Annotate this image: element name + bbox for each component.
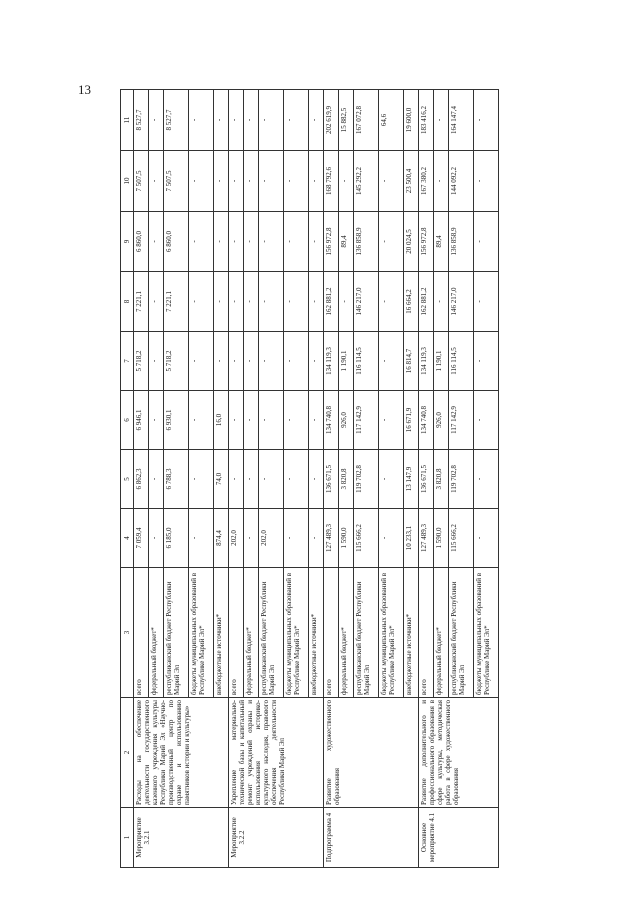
amount-cell: 19 600,0: [404, 90, 419, 151]
amount-cell: -: [214, 272, 229, 332]
amount-cell: 136 858,9: [354, 212, 379, 272]
amount-cell: -: [474, 90, 499, 151]
amount-cell: 7 221,1: [164, 272, 189, 332]
amount-cell: -: [229, 391, 244, 450]
rotated-table-wrapper: [120, 90, 594, 868]
funding-source: республиканский бюджет Республики Марий Эл: [449, 568, 474, 698]
amount-cell: -: [229, 450, 244, 509]
amount-cell: -: [284, 450, 309, 509]
amount-cell: 136 671,5: [324, 450, 339, 509]
column-header: 11: [121, 90, 134, 151]
amount-cell: 1 590,0: [339, 509, 354, 568]
budget-table: [120, 89, 499, 868]
amount-cell: 7 221,1: [134, 272, 149, 332]
amount-cell: -: [309, 212, 324, 272]
funding-source: федеральный бюджет*: [149, 568, 164, 698]
amount-cell: 6 860,0: [164, 212, 189, 272]
funding-source: федеральный бюджет*: [339, 568, 354, 698]
amount-cell: 6 862,3: [134, 450, 149, 509]
amount-cell: 926,0: [339, 391, 354, 450]
amount-cell: 1 190,1: [339, 332, 354, 391]
program-name: Укрепление материально-технической базы и капитальный ремонт учреждений охраны и использования историко-культурного наследия, правового обеспечения деятельности Республики Марий Эл: [229, 698, 324, 808]
amount-cell: -: [244, 450, 259, 509]
amount-cell: -: [214, 151, 229, 212]
column-header: 7: [121, 332, 134, 391]
program-name: Развитие дополнительного и профессионального образования в сфере культуры, методическая работа в сфере художественного образования: [419, 698, 499, 808]
amount-cell: -: [214, 212, 229, 272]
amount-cell: 164 147,4: [449, 90, 474, 151]
amount-cell: 6 946,1: [134, 391, 149, 450]
amount-cell: 136 671,5: [419, 450, 434, 509]
funding-source: федеральный бюджет*: [244, 568, 259, 698]
amount-cell: 15 882,5: [339, 90, 354, 151]
amount-cell: 167 380,2: [419, 151, 434, 212]
column-header: 8: [121, 272, 134, 332]
funding-source: республиканский бюджет Республики Марий Эл: [164, 568, 189, 698]
amount-cell: -: [284, 90, 309, 151]
amount-cell: 127 489,3: [419, 509, 434, 568]
table-row: [324, 90, 339, 868]
column-header: 2: [121, 698, 134, 808]
amount-cell: 146 217,0: [354, 272, 379, 332]
amount-cell: -: [434, 151, 449, 212]
table-row: [419, 90, 434, 868]
amount-cell: -: [149, 212, 164, 272]
amount-cell: -: [284, 212, 309, 272]
column-header: 6: [121, 391, 134, 450]
amount-cell: -: [189, 151, 214, 212]
amount-cell: -: [309, 151, 324, 212]
amount-cell: -: [189, 391, 214, 450]
amount-cell: -: [229, 151, 244, 212]
column-header: 1: [121, 808, 134, 868]
amount-cell: 20 024,5: [404, 212, 419, 272]
amount-cell: -: [229, 332, 244, 391]
amount-cell: -: [379, 332, 404, 391]
amount-cell: 5 718,2: [134, 332, 149, 391]
column-header: 4: [121, 509, 134, 568]
amount-cell: 3 820,8: [434, 450, 449, 509]
amount-cell: 127 489,3: [324, 509, 339, 568]
program-name: Развитие художественного образования: [324, 698, 419, 808]
amount-cell: -: [309, 272, 324, 332]
amount-cell: -: [474, 212, 499, 272]
amount-cell: 3 820,8: [339, 450, 354, 509]
amount-cell: 156 972,8: [419, 212, 434, 272]
amount-cell: -: [379, 391, 404, 450]
amount-cell: 1 590,0: [434, 509, 449, 568]
amount-cell: 1 190,1: [434, 332, 449, 391]
amount-cell: -: [189, 509, 214, 568]
amount-cell: 8 527,7: [164, 90, 189, 151]
amount-cell: -: [309, 391, 324, 450]
program-code: Подпрограмма 4: [324, 808, 419, 868]
amount-cell: 926,0: [434, 391, 449, 450]
amount-cell: -: [244, 509, 259, 568]
amount-cell: -: [149, 332, 164, 391]
amount-cell: -: [379, 151, 404, 212]
amount-cell: 89,4: [434, 212, 449, 272]
column-header: 10: [121, 151, 134, 212]
amount-cell: -: [149, 391, 164, 450]
amount-cell: 74,0: [214, 450, 229, 509]
amount-cell: 146 217,0: [449, 272, 474, 332]
amount-cell: -: [339, 272, 354, 332]
table-row: [134, 90, 149, 868]
amount-cell: -: [244, 212, 259, 272]
amount-cell: 202 619,9: [324, 90, 339, 151]
amount-cell: 8 527,7: [134, 90, 149, 151]
amount-cell: -: [259, 450, 284, 509]
amount-cell: 134 119,3: [419, 332, 434, 391]
amount-cell: -: [149, 450, 164, 509]
amount-cell: -: [229, 212, 244, 272]
amount-cell: -: [149, 509, 164, 568]
amount-cell: 7 507,5: [164, 151, 189, 212]
amount-cell: 89,4: [339, 212, 354, 272]
amount-cell: -: [434, 90, 449, 151]
amount-cell: -: [244, 90, 259, 151]
amount-cell: 13 147,9: [404, 450, 419, 509]
funding-source: республиканский бюджет Республики Марий Эл: [354, 568, 379, 698]
amount-cell: 23 500,4: [404, 151, 419, 212]
amount-cell: -: [474, 151, 499, 212]
amount-cell: -: [189, 90, 214, 151]
amount-cell: -: [379, 272, 404, 332]
amount-cell: -: [284, 272, 309, 332]
amount-cell: 115 666,2: [449, 509, 474, 568]
amount-cell: -: [244, 272, 259, 332]
amount-cell: -: [339, 151, 354, 212]
amount-cell: 16 664,2: [404, 272, 419, 332]
amount-cell: -: [244, 151, 259, 212]
amount-cell: -: [434, 272, 449, 332]
amount-cell: -: [259, 391, 284, 450]
funding-source: внебюджетные источники*: [214, 568, 229, 698]
amount-cell: -: [474, 272, 499, 332]
amount-cell: -: [214, 90, 229, 151]
amount-cell: -: [259, 212, 284, 272]
amount-cell: -: [474, 450, 499, 509]
amount-cell: 10 233,1: [404, 509, 419, 568]
column-header: 9: [121, 212, 134, 272]
funding-source: бюджеты муниципальных образований в Республике Марий Эл*: [284, 568, 309, 698]
amount-cell: 6 788,3: [164, 450, 189, 509]
amount-cell: 202,0: [259, 509, 284, 568]
amount-cell: 16,0: [214, 391, 229, 450]
amount-cell: 168 792,6: [324, 151, 339, 212]
amount-cell: -: [189, 212, 214, 272]
funding-source: всего: [134, 568, 149, 698]
amount-cell: -: [229, 90, 244, 151]
funding-source: бюджеты муниципальных образований в Республике Марий Эл*: [379, 568, 404, 698]
amount-cell: -: [284, 509, 309, 568]
amount-cell: -: [214, 332, 229, 391]
funding-source: всего: [229, 568, 244, 698]
amount-cell: 134 740,8: [419, 391, 434, 450]
amount-cell: -: [189, 332, 214, 391]
amount-cell: 144 092,2: [449, 151, 474, 212]
amount-cell: 134 119,3: [324, 332, 339, 391]
amount-cell: -: [259, 151, 284, 212]
amount-cell: 119 702,8: [449, 450, 474, 509]
amount-cell: 16 671,9: [404, 391, 419, 450]
amount-cell: 134 740,8: [324, 391, 339, 450]
program-code: Основное мероприятие 4.1: [419, 808, 499, 868]
amount-cell: -: [259, 272, 284, 332]
amount-cell: -: [309, 90, 324, 151]
amount-cell: 116 114,5: [449, 332, 474, 391]
funding-source: внебюджетные источники*: [309, 568, 324, 698]
amount-cell: 7 507,5: [134, 151, 149, 212]
amount-cell: 183 416,2: [419, 90, 434, 151]
amount-cell: 156 972,8: [324, 212, 339, 272]
column-header: 3: [121, 568, 134, 698]
amount-cell: -: [474, 509, 499, 568]
amount-cell: 117 142,9: [449, 391, 474, 450]
table-row: [229, 90, 244, 868]
amount-cell: 116 114,5: [354, 332, 379, 391]
amount-cell: -: [259, 332, 284, 391]
funding-source: республиканский бюджет Республики Марий Эл: [259, 568, 284, 698]
funding-source: бюджеты муниципальных образований в Республике Марий Эл*: [189, 568, 214, 698]
table-body: [134, 90, 499, 868]
funding-source: внебюджетные источники*: [404, 568, 419, 698]
amount-cell: 119 702,8: [354, 450, 379, 509]
program-code: Мероприятие 3.2.2: [229, 808, 324, 868]
amount-cell: -: [379, 509, 404, 568]
amount-cell: 145 292,2: [354, 151, 379, 212]
amount-cell: -: [474, 332, 499, 391]
amount-cell: -: [284, 332, 309, 391]
amount-cell: -: [189, 272, 214, 332]
funding-source: федеральный бюджет*: [434, 568, 449, 698]
amount-cell: 117 142,9: [354, 391, 379, 450]
amount-cell: -: [259, 90, 284, 151]
amount-cell: 162 881,2: [324, 272, 339, 332]
amount-cell: -: [189, 450, 214, 509]
funding-source: всего: [419, 568, 434, 698]
amount-cell: 5 718,2: [164, 332, 189, 391]
amount-cell: 136 858,9: [449, 212, 474, 272]
amount-cell: 202,0: [229, 509, 244, 568]
program-code: Мероприятие 3.2.1: [134, 808, 229, 868]
amount-cell: 16 814,7: [404, 332, 419, 391]
amount-cell: -: [149, 151, 164, 212]
amount-cell: 7 059,4: [134, 509, 149, 568]
column-header: 5: [121, 450, 134, 509]
amount-cell: -: [379, 450, 404, 509]
amount-cell: -: [244, 391, 259, 450]
funding-source: бюджеты муниципальных образований в Республике Марий Эл*: [474, 568, 499, 698]
amount-cell: -: [474, 391, 499, 450]
amount-cell: -: [284, 391, 309, 450]
amount-cell: -: [309, 450, 324, 509]
amount-cell: 6 185,0: [164, 509, 189, 568]
funding-source: всего: [324, 568, 339, 698]
amount-cell: -: [149, 90, 164, 151]
amount-cell: -: [309, 332, 324, 391]
amount-cell: 874,4: [214, 509, 229, 568]
amount-cell: 6 860,0: [134, 212, 149, 272]
amount-cell: -: [229, 272, 244, 332]
amount-cell: 64,6: [379, 90, 404, 151]
amount-cell: 167 072,8: [354, 90, 379, 151]
amount-cell: -: [149, 272, 164, 332]
amount-cell: -: [284, 151, 309, 212]
amount-cell: -: [379, 212, 404, 272]
amount-cell: 162 881,2: [419, 272, 434, 332]
amount-cell: 115 666,2: [354, 509, 379, 568]
header-row: [121, 90, 134, 868]
page-number: 13: [78, 82, 91, 97]
amount-cell: 6 930,1: [164, 391, 189, 450]
amount-cell: -: [309, 509, 324, 568]
amount-cell: -: [244, 332, 259, 391]
program-name: Расходы на обеспечение деятельности государственного казенного учреждения культуры Республики Марий Эл «Научно-производственный центр по охране и использованию памятников истории и культуры»: [134, 698, 229, 808]
